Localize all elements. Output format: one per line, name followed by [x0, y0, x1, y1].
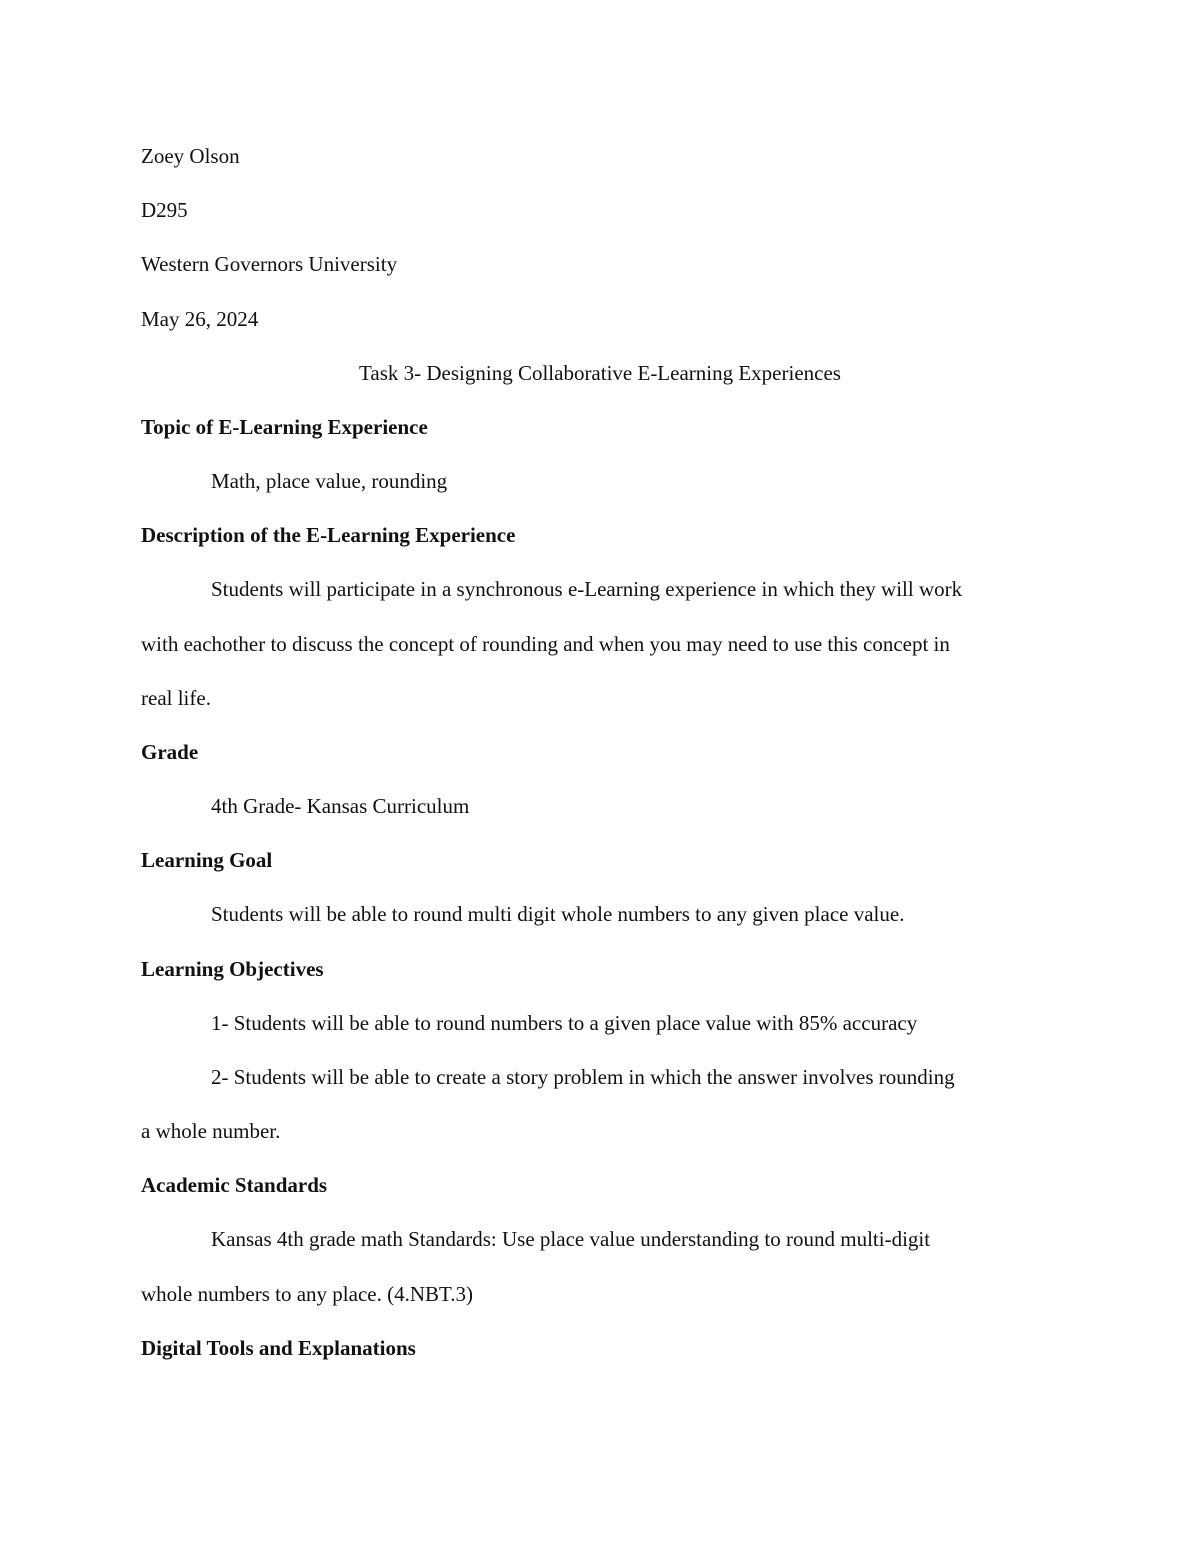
description-line: Students will participate in a synchronous e-Learning experience in which they will work — [211, 577, 963, 601]
heading-learning-goal: Learning Goal — [141, 848, 273, 872]
standards-line: whole numbers to any place. (4.NBT.3) — [141, 1282, 474, 1306]
institution-name: Western Governors University — [141, 252, 398, 276]
author-name: Zoey Olson — [141, 144, 240, 168]
document-date: May 26, 2024 — [141, 307, 259, 331]
standards-line: Kansas 4th grade math Standards: Use place value understanding to round multi-digit — [211, 1227, 931, 1251]
heading-topic: Topic of E-Learning Experience — [141, 415, 428, 439]
description-line: real life. — [141, 686, 211, 710]
course-code: D295 — [141, 198, 188, 222]
objective-line: 1- Students will be able to round numbers to a given place value with 85% accuracy — [211, 1011, 918, 1035]
heading-grade: Grade — [141, 740, 199, 764]
heading-digital-tools: Digital Tools and Explanations — [141, 1336, 416, 1360]
description-line: with eachother to discuss the concept of rounding and when you may need to use this concept in — [141, 632, 950, 656]
heading-academic-standards: Academic Standards — [141, 1173, 328, 1197]
heading-description: Description of the E-Learning Experience — [141, 523, 516, 547]
heading-learning-objectives: Learning Objectives — [141, 957, 324, 981]
document-title: Task 3- Designing Collaborative E-Learning Experiences — [359, 361, 841, 385]
learning-goal-text: Students will be able to round multi digit whole numbers to any given place value. — [211, 902, 905, 926]
objective-line: a whole number. — [141, 1119, 281, 1143]
objective-line: 2- Students will be able to create a story problem in which the answer involves rounding — [211, 1065, 955, 1089]
topic-text: Math, place value, rounding — [211, 469, 448, 493]
grade-text: 4th Grade- Kansas Curriculum — [211, 794, 470, 818]
